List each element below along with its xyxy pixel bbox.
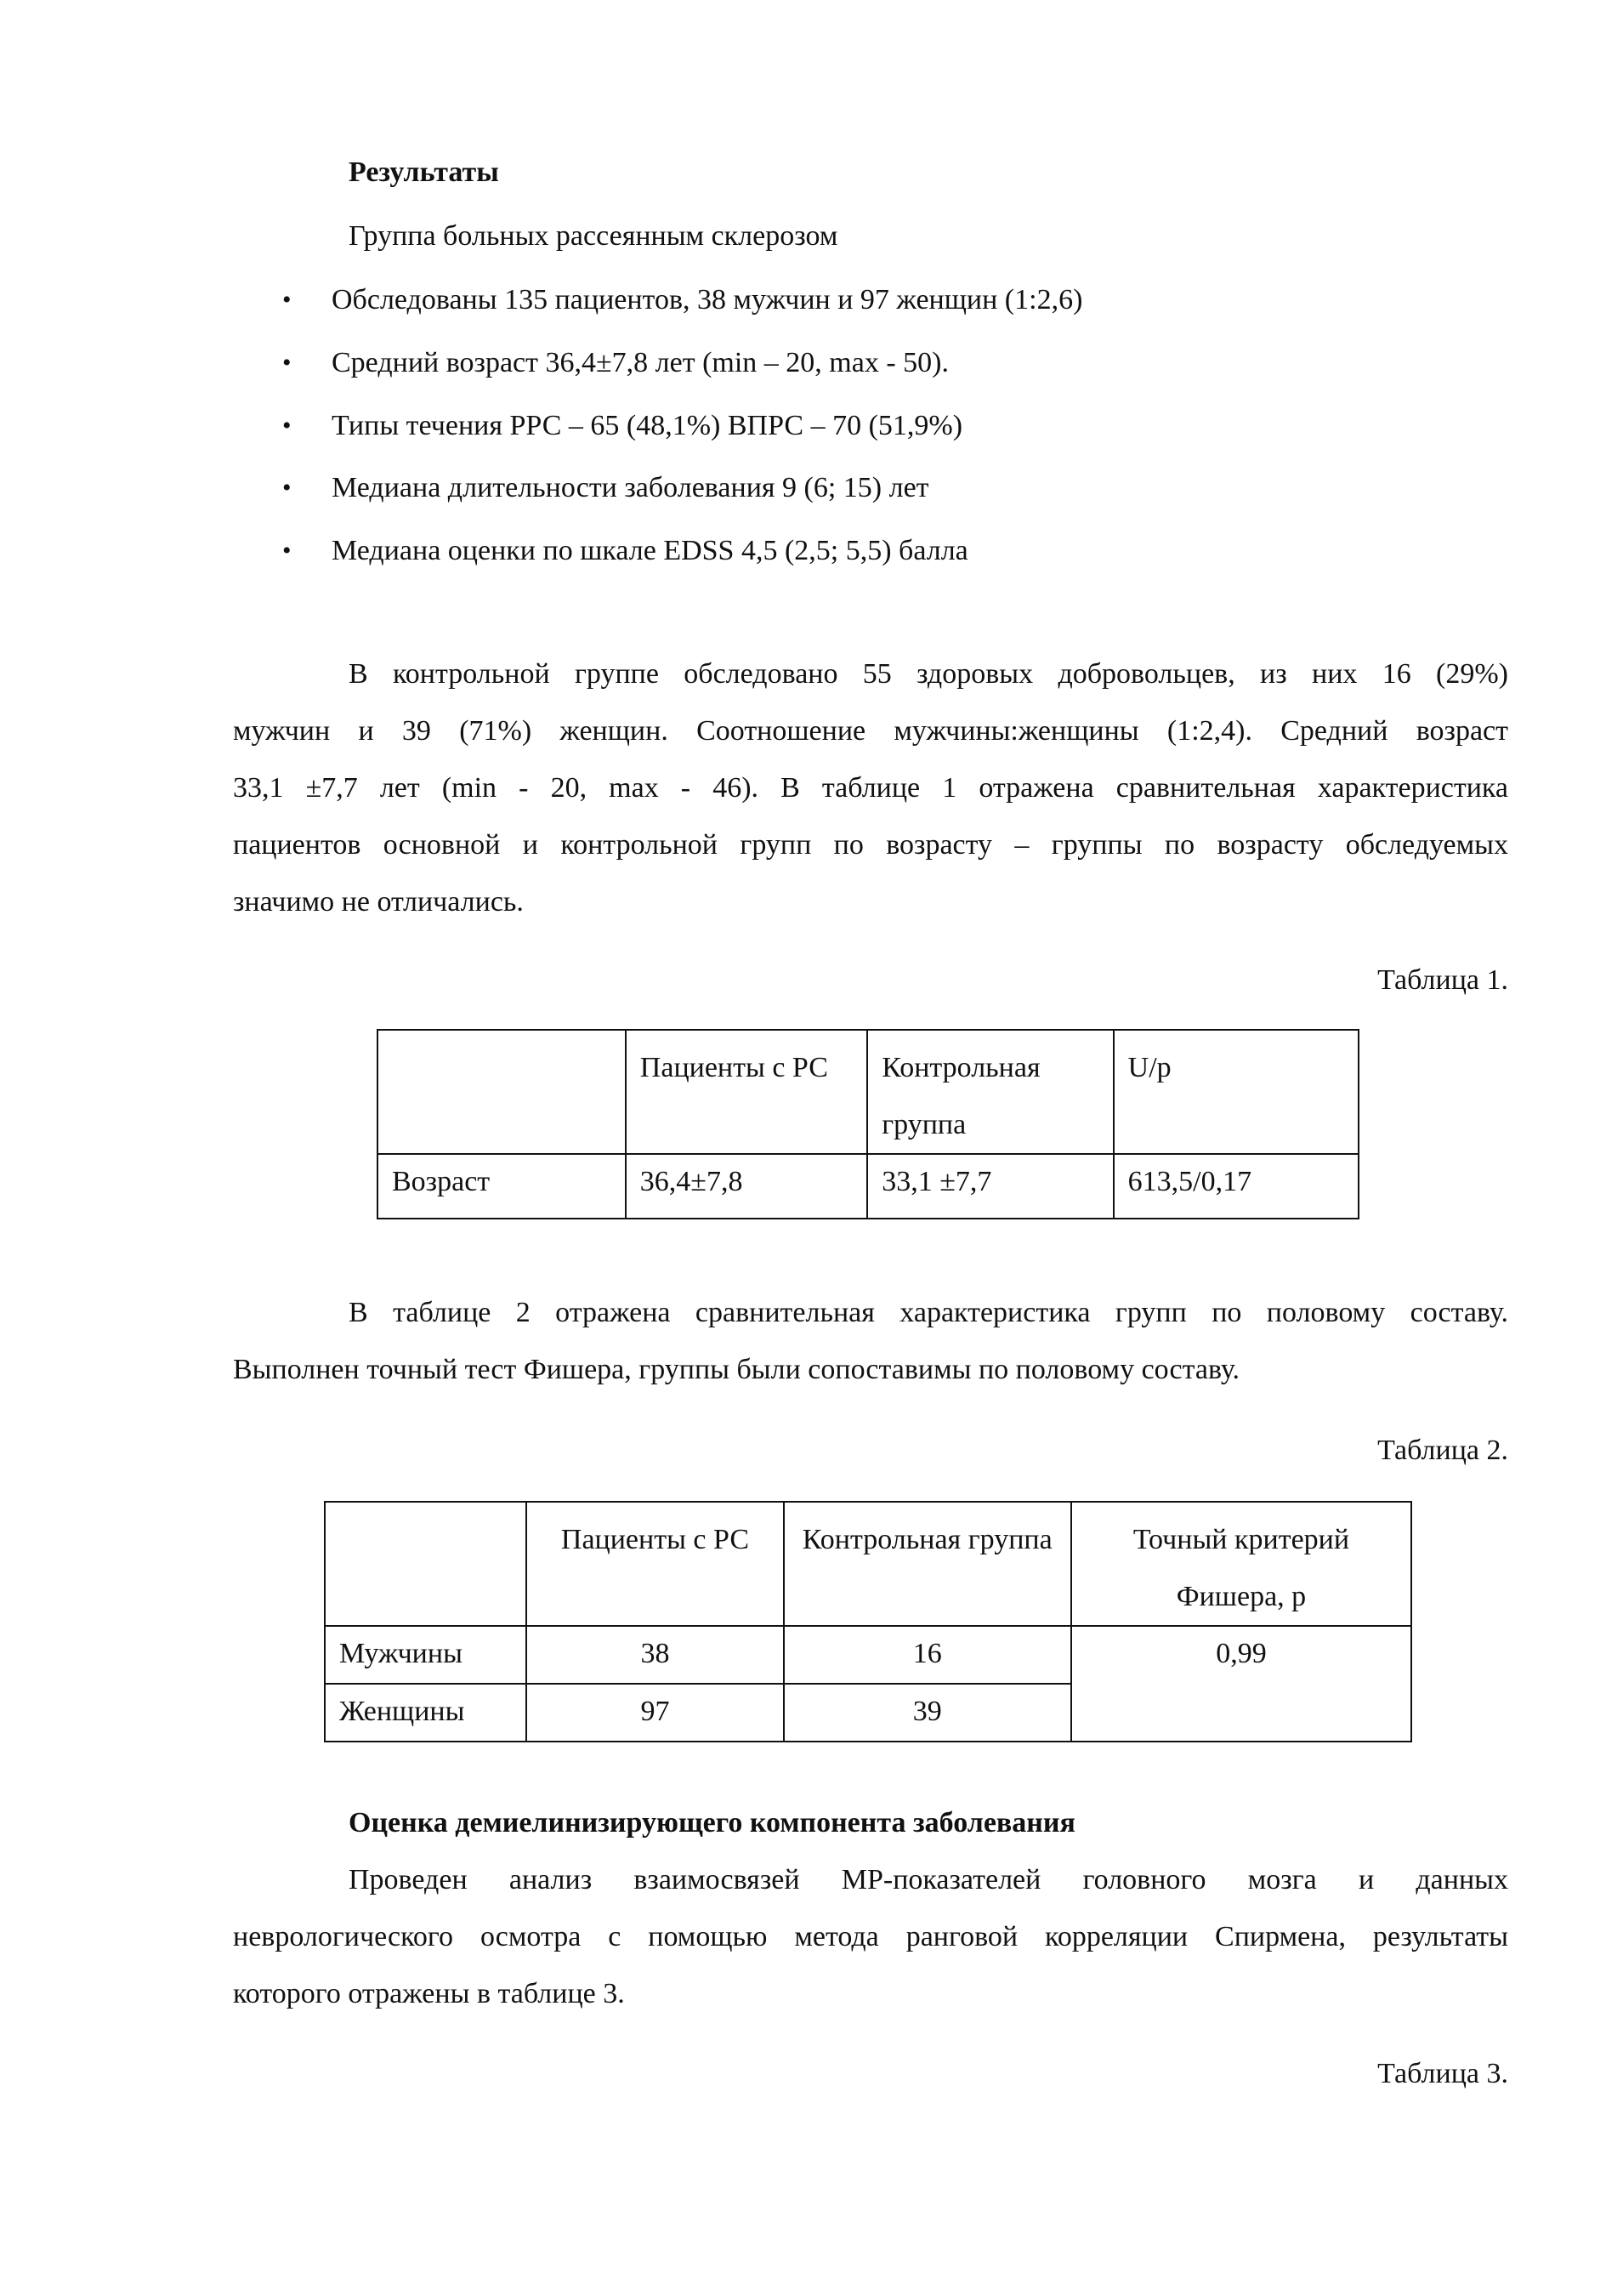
- table-row: [377, 1154, 1359, 1219]
- table2-header-cell: Контрольная группа: [784, 1502, 1071, 1626]
- paragraph-line: мужчин и 39 (71%) женщин. Соотношение мужчины:женщины (1:2,4). Средний возраст: [233, 715, 1508, 747]
- bullet-icon: •: [282, 349, 292, 377]
- list-item: Медиана оценки по шкале EDSS 4,5 (2,5; 5,5) балла: [332, 535, 968, 566]
- table1-caption: Таблица 1.: [1377, 964, 1508, 996]
- list-item: Обследованы 135 пациентов, 38 мужчин и 97 женщин (1:2,6): [332, 284, 1083, 315]
- section2-title: Оценка демиелинизирующего компонента заболевания: [349, 1807, 1075, 1839]
- table1-cell: 36,4±7,8: [626, 1154, 867, 1219]
- paragraph-line: значимо не отличались.: [233, 886, 524, 918]
- table1-cell: Возраст: [377, 1154, 626, 1219]
- table2-fisher-cell: 0,99: [1071, 1626, 1411, 1742]
- table1-header-cell: U/p: [1114, 1030, 1359, 1154]
- table3-caption: Таблица 3.: [1377, 2058, 1508, 2089]
- table2-header-cell: Точный критерий Фишера, р: [1071, 1502, 1411, 1626]
- table-row: [325, 1626, 1411, 1684]
- section-title: Результаты: [349, 156, 499, 188]
- paragraph-line: В таблице 2 отражена сравнительная характеристика групп по половому составу.: [349, 1297, 1508, 1328]
- table2-cell: 16: [784, 1626, 1071, 1684]
- paragraph-line: Проведен анализ взаимосвязей МР-показателей головного мозга и данных: [349, 1864, 1508, 1895]
- table1-cell: 33,1 ±7,7: [867, 1154, 1113, 1219]
- table2-caption: Таблица 2.: [1377, 1435, 1508, 1466]
- paragraph-line: В контрольной группе обследовано 55 здоровых добровольцев, из них 16 (29%): [349, 658, 1508, 690]
- table1-header-cell: Контрольная группа: [867, 1030, 1113, 1154]
- table1-header-cell: [377, 1030, 626, 1154]
- bullet-icon: •: [282, 537, 292, 565]
- bullet-icon: •: [282, 286, 292, 314]
- table2-cell: 97: [526, 1684, 783, 1742]
- table2-cell: 39: [784, 1684, 1071, 1742]
- table2-cell: Мужчины: [325, 1626, 526, 1684]
- table2-cell: Женщины: [325, 1684, 526, 1742]
- group-title: Группа больных рассеянным склерозом: [349, 220, 838, 252]
- bullet-icon: •: [282, 412, 292, 440]
- table2-header-cell: Пациенты с РС: [526, 1502, 783, 1626]
- list-item: Медиана длительности заболевания 9 (6; 15) лет: [332, 472, 929, 503]
- table2: [324, 1501, 1412, 1742]
- table1-header-cell: Пациенты с РС: [626, 1030, 867, 1154]
- table2-cell: 38: [526, 1626, 783, 1684]
- paragraph-line: которого отражены в таблице 3.: [233, 1978, 625, 2009]
- list-item: Средний возраст 36,4±7,8 лет (min – 20, max - 50).: [332, 347, 949, 378]
- list-item: Типы течения РРС – 65 (48,1%) ВПРС – 70 (51,9%): [332, 410, 963, 441]
- paragraph-line: пациентов основной и контрольной групп по возрасту – группы по возрасту обследуемых: [233, 829, 1508, 861]
- paragraph-line: неврологического осмотра с помощью метода ранговой корреляции Спирмена, результаты: [233, 1921, 1508, 1952]
- bullet-icon: •: [282, 474, 292, 502]
- table1-cell: 613,5/0,17: [1114, 1154, 1359, 1219]
- table1: [377, 1029, 1359, 1219]
- table2-header-cell: [325, 1502, 526, 1626]
- paragraph-line: Выполнен точный тест Фишера, группы были сопоставимы по половому составу.: [233, 1354, 1240, 1385]
- paragraph-line: 33,1 ±7,7 лет (min - 20, max - 46). В таблице 1 отражена сравнительная характеристика: [233, 772, 1508, 804]
